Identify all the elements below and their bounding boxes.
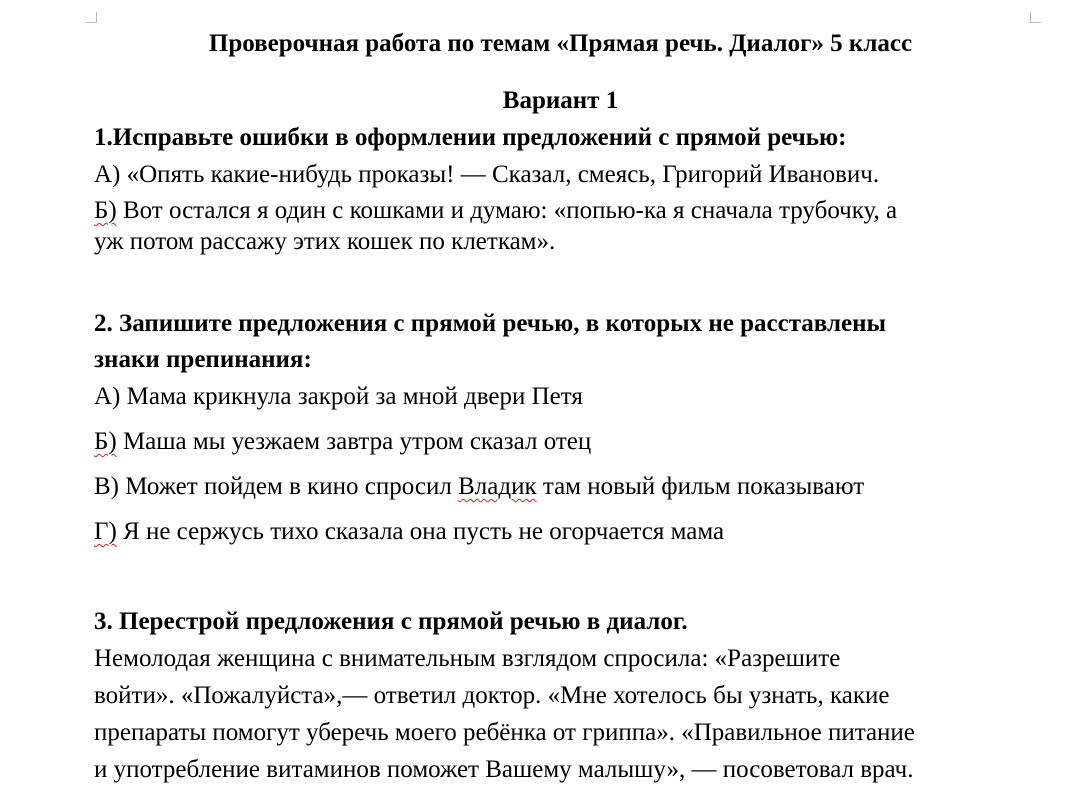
task3-paragraph-line: Немолодая женщина с внимательным взглядом спросила: «Разрешите [94, 645, 841, 672]
spellcheck-underlined-label: Б) [94, 428, 117, 455]
task2-heading-line-1: 2. Запишите предложения с прямой речью, в которых не расставлены [94, 310, 887, 337]
task2-line-b [94, 426, 591, 458]
task2-line-d-text: Я не сержусь тихо сказала она пусть не огорчается мама [116, 518, 725, 545]
page-corner-mark-top-left [86, 12, 97, 23]
task2-line-c-start: В) Может пойдем в кино спросил [94, 473, 459, 500]
task3-paragraph-line: и употребление витаминов поможет Вашему малышу», — посоветовал врач. [94, 756, 914, 783]
task1-line-a: А) «Опять какие-нибудь проказы! — Сказал, смеясь, Григорий Иванович. [94, 161, 880, 188]
task1-line-b-continued: уж потом рассажу этих кошек по клеткам». [94, 228, 556, 255]
task2-line-a: А) Мама крикнула закрой за мной двери Петя [94, 383, 583, 410]
variant-heading: Вариант 1 [502, 87, 619, 114]
task2-line-d [94, 516, 724, 548]
task3-heading: 3. Перестрой предложения с прямой речью в диалог. [94, 608, 688, 635]
spellcheck-underlined-label: Г) [94, 518, 117, 545]
task2-line-b-text: Маша мы уезжаем завтра утром сказал отец [116, 428, 592, 455]
task2-line-c-end: там новый фильм показывают [536, 473, 865, 500]
task1-heading: 1.Исправьте ошибки в оформлении предложений с прямой речью: [94, 124, 847, 151]
task1-line-b-text: Вот остался я один с кошками и думаю: «попью-ка я сначала трубочку, а [116, 197, 898, 224]
task1-line-b [94, 195, 897, 227]
spellcheck-underlined-label: Б) [94, 197, 117, 224]
task3-paragraph-line: препараты помогут уберечь моего ребёнка от гриппа». «Правильное питание [94, 719, 915, 746]
document-title: Проверочная работа по темам «Прямая речь. Диалог» 5 класс [208, 30, 913, 57]
spellcheck-underlined-word: Владик [458, 473, 537, 500]
task3-paragraph-line: войти». «Пожалуйста»,— ответил доктор. «Мне хотелось бы узнать, какие [94, 682, 890, 709]
task2-heading-line-2: знаки препинания: [94, 346, 312, 373]
task2-line-c [94, 471, 864, 503]
page-corner-mark-top-right [1030, 12, 1041, 23]
